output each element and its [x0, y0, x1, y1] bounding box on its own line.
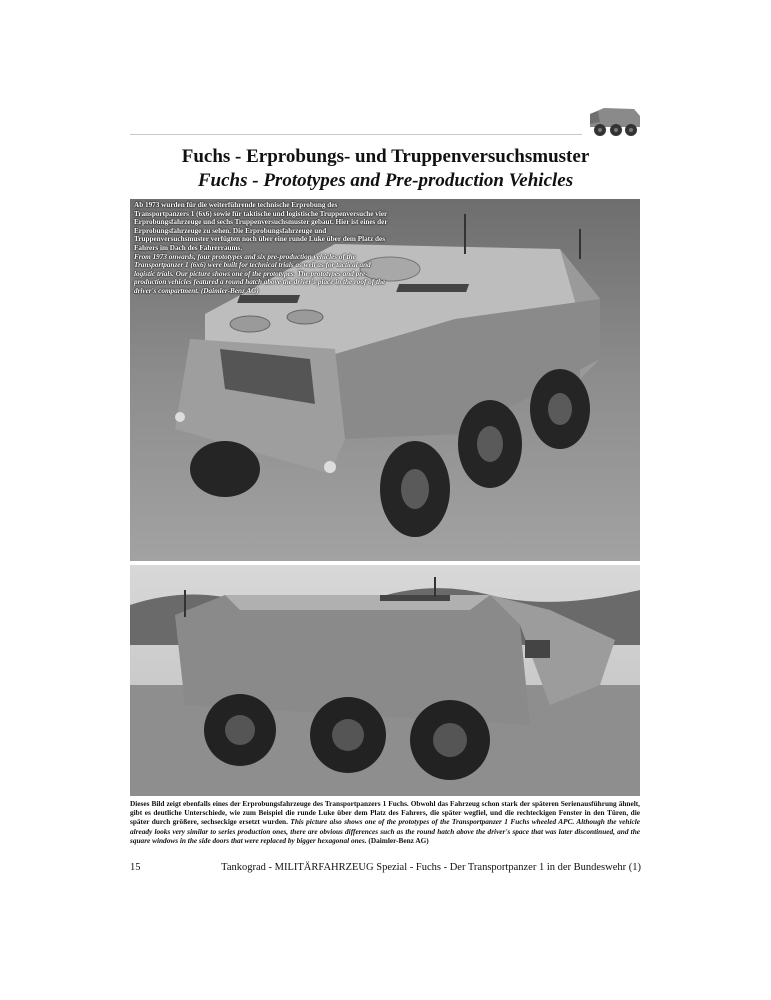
prototype-photo-side — [130, 565, 640, 796]
photo1-overlay-caption — [134, 201, 389, 296]
photo2-caption-english: This picture also shows one of the prototypes of the Transportpanzer 1 Fuchs wheeled APC. Although the vehicle already looks very similar to series production ones, there are obvious differences such as the round hatch above the driver's space that was later discontinued, and the square windows in the side doors that were replaced by bigger hexagonal ones. — [130, 817, 641, 845]
header-rule — [130, 134, 582, 135]
photo2-caption-german: Dieses Bild zeigt ebenfalls eines der Erprobungsfahrzeuge des Transportpanzers 1 Fuchs. Obwohl das Fahrzeug schon stark der späteren Serienausführung ähnelt, gibt es deutliche Unterschiede, wie zum Beispiel die runde Luke über dem Platz des Fahrers, die später wegfiel, und die rechteckigen Fenster in den Türen, die später durch größere, sechseckige ersetzt wurden. — [130, 799, 640, 827]
photo1-credit: (Daimler-Benz AG) — [200, 286, 259, 295]
photo1-caption-german: Ab 1973 wurden für die weiterführende technische Erprobung des Transportpanzers 1 (6x6) sowie für taktische und logistische Truppenversuche vier Erprobungsfahrzeuge und sechs Truppenversuchsmuster gebaut. Hier ist eines der Erprobungsfahrzeuge zu sehen. Die Erprobungsfahrzeuge und Truppenversuchsmuster verfügten noch über eine runde Luke über dem Platz des Fahrers im Dach des Fahrerraums. — [134, 201, 388, 252]
photo2-caption — [130, 799, 640, 845]
footer-book-title: Tankograd - MILITÄRFAHRZEUG Spezial - Fuchs - Der Transportpanzer 1 in der Bundeswehr (1) — [221, 862, 641, 873]
photo2-credit: (Daimler-Benz AG) — [368, 835, 429, 845]
page-number: 15 — [130, 862, 141, 873]
page-title-german: Fuchs - Erprobungs- und Truppenversuchsmuster — [181, 146, 590, 167]
vehicle-thumbnail — [584, 100, 644, 140]
photo1-caption-english: From 1973 onwards, four prototypes and six pre-production vehicles of the Transportpanzer 1 (6x6) were built for technical trials as well as for tactical and logistic trials. Our picture shows one of the prototypes. The prototypes and pre-production vehicles featured a round hatch above the driver's place in the roof of the driver's compartment. — [134, 252, 386, 295]
page-title-english: Fuchs - Prototypes and Pre-production Vehicles — [197, 170, 574, 191]
